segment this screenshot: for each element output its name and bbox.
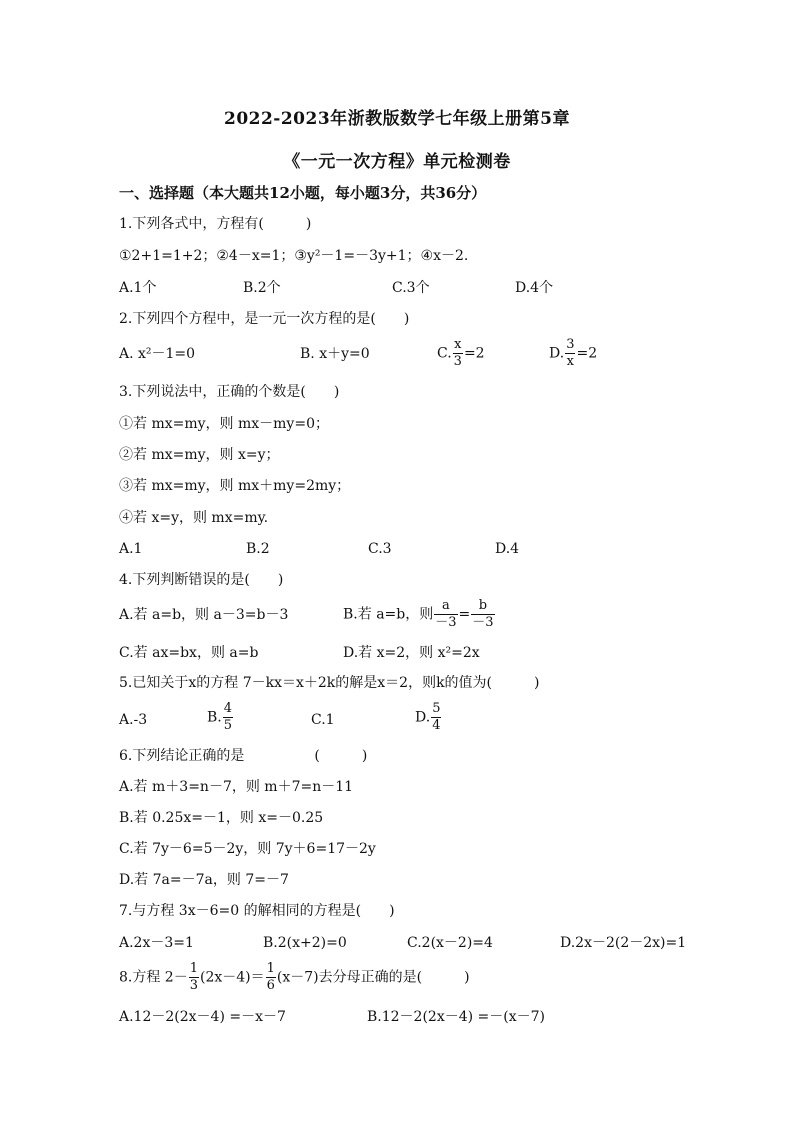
q7-option-d: D.2x－2(2－2x)=1 [560,935,687,951]
q5-option-b: B. $\frac{4}{5}$ [207,701,233,733]
fraction: $\frac{5}{4}$ [432,701,441,733]
q6-option-c: C.若 7y－6=5－2y，则 7y＋6=17－2y [119,841,376,857]
q7-option-a: A.2x－3=1 [119,935,194,951]
question-8-stem: 8.方程 2－ $\frac{1}{3}$ (2x－4)＝ $\frac{1}{6}$ (x－7)去分母正确的是( ) [119,961,470,993]
page-subtitle: 《一元一次方程》单元检测卷 [283,152,511,172]
q3-statement-2: ②若 mx=my，则 x=y； [119,447,280,463]
fraction: $\frac{x}{3}$ [453,337,462,369]
fraction: $\frac{4}{5}$ [223,701,233,733]
q1-option-c: C.3个 [392,280,430,296]
q2-option-b: B. x＋y=0 [300,346,370,362]
q2-option-a: A. x²－1=0 [119,346,196,362]
q6-option-d: D.若 7a=－7a，则 7=－7 [119,872,289,888]
q3-statement-4: ④若 x=y，则 mx=my. [119,510,269,526]
q8-option-a: A.12－2(2x－4) =－x－7 [119,1009,286,1025]
q4-option-c: C.若 ax=bx，则 a=b [119,645,259,661]
fraction: $\frac{1}{3}$ [189,961,198,993]
section-heading: 一、选择题（本大题共12小题，每小题3分，共36分） [119,184,487,202]
page-title: 2022-2023年浙教版数学七年级上册第5章 [223,109,570,129]
q7-option-b: B.2(x+2)=0 [263,935,347,951]
q3-statement-3: ③若 mx=my，则 mx＋my=2my； [119,478,351,494]
q5-option-a: A.-3 [119,712,148,728]
question-7-stem: 7.与方程 3x－6=0 的解相同的方程是( ) [119,903,395,919]
q8-option-b: B.12－2(2x－4) =－(x－7) [367,1009,546,1025]
q3-option-b: B.2 [246,541,270,557]
fraction: $\frac{b}{-3}$ [472,598,494,630]
q3-option-a: A.1 [119,541,143,557]
q2-option-d: D. $\frac{3}{x}$ =2 [549,337,598,369]
q7-option-c: C.2(x－2)=4 [407,935,493,951]
question-2-stem: 2.下列四个方程中，是一元一次方程的是( ) [119,311,410,327]
q4-option-b: B.若 a=b，则 $\frac{a}{-3}$ = $\frac{b}{-3}$ [343,598,494,630]
question-1-items: ①2+1=1+2；②4－x=1；③y²－1=－3y+1；④x－2. [119,248,469,264]
question-6-stem: 6.下列结论正确的是 ( ) [119,748,368,764]
fraction: $\frac{1}{6}$ [266,961,275,993]
q6-option-b: B.若 0.25x=－1，则 x=－0.25 [119,810,324,826]
q1-option-d: D.4个 [515,280,554,296]
question-4-stem: 4.下列判断错误的是( ) [119,572,284,588]
q1-option-a: A.1个 [119,280,157,296]
q1-option-b: B.2个 [243,280,281,296]
fraction: $\frac{a}{-3}$ [435,598,457,630]
fraction: $\frac{3}{x}$ [566,337,575,369]
q5-option-c: C.1 [311,712,335,728]
q6-option-a: A.若 m＋3=n－7，则 m＋7=n－11 [119,779,354,795]
question-1-stem: 1.下列各式中，方程有( ) [119,216,312,232]
q5-option-d: D. $\frac{5}{4}$ [415,701,441,733]
q4-option-d: D.若 x=2，则 x²=2x [343,645,480,661]
question-5-stem: 5.已知关于x的方程 7－kx＝x＋2k的解是x＝2，则k的值为( ) [119,675,540,691]
q4-option-a: A.若 a=b，则 a－3=b－3 [119,607,289,623]
q3-option-d: D.4 [495,541,520,557]
q3-statement-1: ①若 mx=my，则 mx－my=0； [119,416,329,432]
question-3-stem: 3.下列说法中，正确的个数是( ) [119,384,340,400]
q3-option-c: C.3 [368,541,392,557]
q2-option-c: C. $\frac{x}{3}$ =2 [437,337,485,369]
